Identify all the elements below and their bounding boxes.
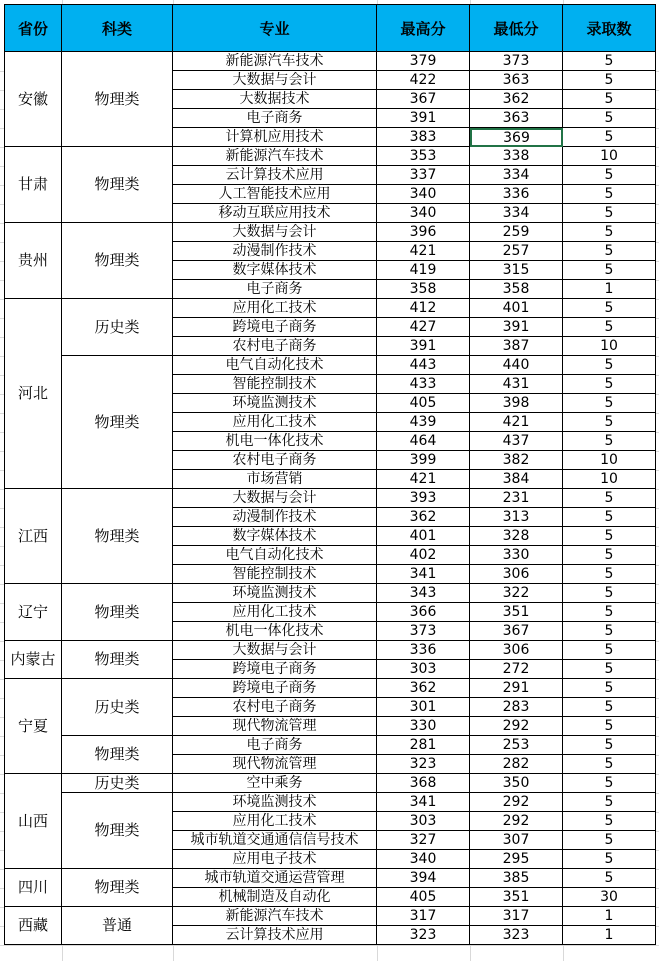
cell-category[interactable]: 物理类 bbox=[62, 147, 173, 223]
header-category[interactable]: 科类 bbox=[62, 4, 173, 52]
cell-category[interactable]: 物理类 bbox=[62, 641, 173, 679]
cell-category[interactable]: 物理类 bbox=[62, 489, 173, 584]
cell-min-score[interactable]: 282 bbox=[470, 755, 563, 774]
cell-min-score[interactable]: 363 bbox=[470, 109, 563, 128]
cell-category[interactable]: 历史类 bbox=[62, 299, 173, 356]
cell-major[interactable]: 新能源汽车技术 bbox=[173, 147, 377, 166]
cell-major[interactable]: 应用化工技术 bbox=[173, 603, 377, 622]
cell-min-score[interactable]: 334 bbox=[470, 204, 563, 223]
cell-max-score[interactable]: 427 bbox=[377, 318, 470, 337]
cell-major[interactable]: 电子商务 bbox=[173, 280, 377, 299]
cell-min-score[interactable]: 323 bbox=[470, 926, 563, 945]
cell-province[interactable]: 甘肃 bbox=[4, 147, 62, 223]
cell-province[interactable]: 安徽 bbox=[4, 52, 62, 147]
cell-min-score[interactable]: 295 bbox=[470, 850, 563, 869]
cell-major[interactable]: 电气自动化技术 bbox=[173, 356, 377, 375]
cell-min-score[interactable]: 358 bbox=[470, 280, 563, 299]
cell-max-score[interactable]: 340 bbox=[377, 204, 470, 223]
cell-min-score[interactable]: 385 bbox=[470, 869, 563, 888]
cell-major[interactable]: 现代物流管理 bbox=[173, 755, 377, 774]
cell-major[interactable]: 空中乘务 bbox=[173, 774, 377, 793]
cell-min-score[interactable]: 317 bbox=[470, 907, 563, 926]
cell-max-score[interactable]: 337 bbox=[377, 166, 470, 185]
cell-min-score[interactable]: 283 bbox=[470, 698, 563, 717]
cell-category[interactable]: 物理类 bbox=[62, 52, 173, 147]
cell-major[interactable]: 新能源汽车技术 bbox=[173, 907, 377, 926]
cell-admitted[interactable]: 5 bbox=[563, 356, 656, 375]
cell-min-score[interactable]: 338 bbox=[470, 147, 563, 166]
cell-admitted[interactable]: 5 bbox=[563, 242, 656, 261]
cell-min-score[interactable]: 330 bbox=[470, 546, 563, 565]
cell-min-score[interactable]: 336 bbox=[470, 185, 563, 204]
cell-max-score[interactable]: 421 bbox=[377, 470, 470, 489]
cell-max-score[interactable]: 421 bbox=[377, 242, 470, 261]
cell-admitted[interactable]: 10 bbox=[563, 147, 656, 166]
cell-min-score[interactable]: 382 bbox=[470, 451, 563, 470]
cell-admitted[interactable]: 5 bbox=[563, 204, 656, 223]
cell-admitted[interactable]: 5 bbox=[563, 109, 656, 128]
cell-admitted[interactable]: 5 bbox=[563, 261, 656, 280]
cell-max-score[interactable]: 317 bbox=[377, 907, 470, 926]
cell-category[interactable]: 物理类 bbox=[62, 584, 173, 641]
cell-province[interactable]: 四川 bbox=[4, 869, 62, 907]
cell-min-score[interactable]: 292 bbox=[470, 717, 563, 736]
cell-min-score[interactable]: 387 bbox=[470, 337, 563, 356]
cell-major[interactable]: 电子商务 bbox=[173, 109, 377, 128]
cell-province[interactable]: 江西 bbox=[4, 489, 62, 584]
cell-admitted[interactable]: 5 bbox=[563, 622, 656, 641]
cell-min-score[interactable]: 272 bbox=[470, 660, 563, 679]
cell-max-score[interactable]: 362 bbox=[377, 679, 470, 698]
cell-max-score[interactable]: 422 bbox=[377, 71, 470, 90]
cell-min-score[interactable]: 313 bbox=[470, 508, 563, 527]
cell-min-score[interactable]: 328 bbox=[470, 527, 563, 546]
cell-max-score[interactable]: 281 bbox=[377, 736, 470, 755]
cell-max-score[interactable]: 343 bbox=[377, 584, 470, 603]
cell-max-score[interactable]: 353 bbox=[377, 147, 470, 166]
cell-max-score[interactable]: 412 bbox=[377, 299, 470, 318]
cell-major[interactable]: 大数据与会计 bbox=[173, 223, 377, 242]
header-province[interactable]: 省份 bbox=[4, 4, 62, 52]
cell-admitted[interactable]: 5 bbox=[563, 546, 656, 565]
cell-max-score[interactable]: 362 bbox=[377, 508, 470, 527]
cell-max-score[interactable]: 464 bbox=[377, 432, 470, 451]
cell-max-score[interactable]: 327 bbox=[377, 831, 470, 850]
header-max-score[interactable]: 最高分 bbox=[377, 4, 470, 52]
cell-major[interactable]: 大数据与会计 bbox=[173, 489, 377, 508]
cell-admitted[interactable]: 5 bbox=[563, 679, 656, 698]
cell-admitted[interactable]: 5 bbox=[563, 660, 656, 679]
cell-province[interactable]: 河北 bbox=[4, 299, 62, 489]
cell-admitted[interactable]: 5 bbox=[563, 736, 656, 755]
cell-major[interactable]: 智能控制技术 bbox=[173, 565, 377, 584]
cell-admitted[interactable]: 5 bbox=[563, 71, 656, 90]
cell-category[interactable]: 普通 bbox=[62, 907, 173, 945]
cell-major[interactable]: 现代物流管理 bbox=[173, 717, 377, 736]
cell-admitted[interactable]: 1 bbox=[563, 280, 656, 299]
cell-province[interactable]: 宁夏 bbox=[4, 679, 62, 774]
cell-major[interactable]: 应用化工技术 bbox=[173, 299, 377, 318]
cell-admitted[interactable]: 10 bbox=[563, 451, 656, 470]
cell-category[interactable]: 物理类 bbox=[62, 793, 173, 869]
cell-min-score[interactable]: 306 bbox=[470, 565, 563, 584]
cell-major[interactable]: 电气自动化技术 bbox=[173, 546, 377, 565]
cell-max-score[interactable]: 405 bbox=[377, 394, 470, 413]
cell-major[interactable]: 电子商务 bbox=[173, 736, 377, 755]
cell-major[interactable]: 动漫制作技术 bbox=[173, 508, 377, 527]
cell-max-score[interactable]: 391 bbox=[377, 109, 470, 128]
cell-major[interactable]: 农村电子商务 bbox=[173, 451, 377, 470]
cell-major[interactable]: 跨境电子商务 bbox=[173, 660, 377, 679]
cell-min-score[interactable]: 431 bbox=[470, 375, 563, 394]
cell-major[interactable]: 智能控制技术 bbox=[173, 375, 377, 394]
cell-min-score[interactable]: 291 bbox=[470, 679, 563, 698]
cell-major[interactable]: 环境监测技术 bbox=[173, 394, 377, 413]
cell-max-score[interactable]: 393 bbox=[377, 489, 470, 508]
cell-admitted[interactable]: 5 bbox=[563, 128, 656, 147]
cell-admitted[interactable]: 5 bbox=[563, 603, 656, 622]
cell-min-score[interactable]: 306 bbox=[470, 641, 563, 660]
cell-max-score[interactable]: 366 bbox=[377, 603, 470, 622]
cell-admitted[interactable]: 5 bbox=[563, 755, 656, 774]
cell-max-score[interactable]: 358 bbox=[377, 280, 470, 299]
cell-max-score[interactable]: 340 bbox=[377, 185, 470, 204]
cell-major[interactable]: 数字媒体技术 bbox=[173, 527, 377, 546]
cell-max-score[interactable]: 401 bbox=[377, 527, 470, 546]
cell-min-score[interactable]: 292 bbox=[470, 812, 563, 831]
cell-min-score[interactable]: 421 bbox=[470, 413, 563, 432]
cell-admitted[interactable]: 1 bbox=[563, 926, 656, 945]
cell-major[interactable]: 机电一体化技术 bbox=[173, 432, 377, 451]
cell-max-score[interactable]: 419 bbox=[377, 261, 470, 280]
cell-admitted[interactable]: 5 bbox=[563, 185, 656, 204]
cell-max-score[interactable]: 336 bbox=[377, 641, 470, 660]
cell-max-score[interactable]: 301 bbox=[377, 698, 470, 717]
cell-max-score[interactable]: 367 bbox=[377, 90, 470, 109]
cell-min-score[interactable]: 322 bbox=[470, 584, 563, 603]
cell-max-score[interactable]: 443 bbox=[377, 356, 470, 375]
cell-admitted[interactable]: 5 bbox=[563, 508, 656, 527]
cell-major[interactable]: 机电一体化技术 bbox=[173, 622, 377, 641]
cell-admitted[interactable]: 5 bbox=[563, 698, 656, 717]
cell-admitted[interactable]: 10 bbox=[563, 470, 656, 489]
cell-category[interactable]: 历史类 bbox=[62, 774, 173, 793]
cell-max-score[interactable]: 396 bbox=[377, 223, 470, 242]
cell-admitted[interactable]: 5 bbox=[563, 299, 656, 318]
cell-max-score[interactable]: 323 bbox=[377, 755, 470, 774]
header-admitted[interactable]: 录取数 bbox=[563, 4, 656, 52]
cell-admitted[interactable]: 5 bbox=[563, 812, 656, 831]
cell-major[interactable]: 动漫制作技术 bbox=[173, 242, 377, 261]
cell-max-score[interactable]: 340 bbox=[377, 850, 470, 869]
cell-admitted[interactable]: 5 bbox=[563, 831, 656, 850]
cell-major[interactable]: 跨境电子商务 bbox=[173, 679, 377, 698]
cell-major[interactable]: 数字媒体技术 bbox=[173, 261, 377, 280]
cell-max-score[interactable]: 379 bbox=[377, 52, 470, 71]
cell-min-score[interactable]: 350 bbox=[470, 774, 563, 793]
cell-min-score[interactable]: 315 bbox=[470, 261, 563, 280]
cell-major[interactable]: 移动互联应用技术 bbox=[173, 204, 377, 223]
cell-max-score[interactable]: 383 bbox=[377, 128, 470, 147]
cell-admitted[interactable]: 5 bbox=[563, 489, 656, 508]
cell-min-score[interactable]: 307 bbox=[470, 831, 563, 850]
cell-admitted[interactable]: 5 bbox=[563, 318, 656, 337]
cell-max-score[interactable]: 399 bbox=[377, 451, 470, 470]
cell-max-score[interactable]: 303 bbox=[377, 812, 470, 831]
cell-major[interactable]: 大数据与会计 bbox=[173, 71, 377, 90]
cell-major[interactable]: 城市轨道交通运营管理 bbox=[173, 869, 377, 888]
cell-province[interactable]: 西藏 bbox=[4, 907, 62, 945]
cell-major[interactable]: 人工智能技术应用 bbox=[173, 185, 377, 204]
cell-admitted[interactable]: 5 bbox=[563, 90, 656, 109]
cell-major[interactable]: 农村电子商务 bbox=[173, 337, 377, 356]
cell-admitted[interactable]: 5 bbox=[563, 394, 656, 413]
cell-min-score[interactable]: 373 bbox=[470, 52, 563, 71]
cell-province[interactable]: 山西 bbox=[4, 774, 62, 869]
cell-min-score[interactable]: 391 bbox=[470, 318, 563, 337]
cell-admitted[interactable]: 30 bbox=[563, 888, 656, 907]
cell-max-score[interactable]: 330 bbox=[377, 717, 470, 736]
cell-min-score[interactable]: 363 bbox=[470, 71, 563, 90]
cell-major[interactable]: 跨境电子商务 bbox=[173, 318, 377, 337]
cell-admitted[interactable]: 5 bbox=[563, 223, 656, 242]
cell-admitted[interactable]: 5 bbox=[563, 850, 656, 869]
cell-admitted[interactable]: 5 bbox=[563, 869, 656, 888]
cell-max-score[interactable]: 373 bbox=[377, 622, 470, 641]
cell-category[interactable]: 物理类 bbox=[62, 736, 173, 774]
cell-min-score[interactable]: 362 bbox=[470, 90, 563, 109]
cell-admitted[interactable]: 5 bbox=[563, 527, 656, 546]
cell-max-score[interactable]: 341 bbox=[377, 793, 470, 812]
cell-admitted[interactable]: 10 bbox=[563, 337, 656, 356]
gridline bbox=[0, 945, 659, 946]
cell-admitted[interactable]: 5 bbox=[563, 793, 656, 812]
cell-admitted[interactable]: 5 bbox=[563, 413, 656, 432]
cell-category[interactable]: 物理类 bbox=[62, 223, 173, 299]
cell-max-score[interactable]: 391 bbox=[377, 337, 470, 356]
cell-max-score[interactable]: 405 bbox=[377, 888, 470, 907]
cell-admitted[interactable]: 1 bbox=[563, 907, 656, 926]
cell-min-score[interactable]: 367 bbox=[470, 622, 563, 641]
cell-max-score[interactable]: 402 bbox=[377, 546, 470, 565]
cell-admitted[interactable]: 5 bbox=[563, 774, 656, 793]
cell-min-score[interactable]: 384 bbox=[470, 470, 563, 489]
selected-cell[interactable]: 369 bbox=[470, 128, 563, 147]
cell-major[interactable]: 城市轨道交通通信信号技术 bbox=[173, 831, 377, 850]
cell-major[interactable]: 大数据与会计 bbox=[173, 641, 377, 660]
cell-major[interactable]: 农村电子商务 bbox=[173, 698, 377, 717]
cell-min-score[interactable]: 440 bbox=[470, 356, 563, 375]
cell-admitted[interactable]: 5 bbox=[563, 375, 656, 394]
cell-major[interactable]: 大数据技术 bbox=[173, 90, 377, 109]
header-major[interactable]: 专业 bbox=[173, 4, 377, 52]
cell-major[interactable]: 应用化工技术 bbox=[173, 812, 377, 831]
cell-category[interactable]: 物理类 bbox=[62, 869, 173, 907]
cell-max-score[interactable]: 323 bbox=[377, 926, 470, 945]
cell-min-score[interactable]: 334 bbox=[470, 166, 563, 185]
cell-min-score[interactable]: 437 bbox=[470, 432, 563, 451]
cell-major[interactable]: 环境监测技术 bbox=[173, 584, 377, 603]
cell-province[interactable]: 贵州 bbox=[4, 223, 62, 299]
cell-min-score[interactable]: 351 bbox=[470, 603, 563, 622]
cell-min-score[interactable]: 253 bbox=[470, 736, 563, 755]
cell-major[interactable]: 机械制造及自动化 bbox=[173, 888, 377, 907]
cell-max-score[interactable]: 341 bbox=[377, 565, 470, 584]
cell-min-score[interactable]: 292 bbox=[470, 793, 563, 812]
cell-category[interactable]: 物理类 bbox=[62, 356, 173, 489]
cell-province[interactable]: 内蒙古 bbox=[4, 641, 62, 679]
cell-min-score[interactable]: 351 bbox=[470, 888, 563, 907]
cell-min-score[interactable]: 257 bbox=[470, 242, 563, 261]
cell-admitted[interactable]: 5 bbox=[563, 641, 656, 660]
cell-major[interactable]: 市场营销 bbox=[173, 470, 377, 489]
cell-max-score[interactable]: 368 bbox=[377, 774, 470, 793]
header-min-score[interactable]: 最低分 bbox=[470, 4, 563, 52]
cell-admitted[interactable]: 5 bbox=[563, 565, 656, 584]
cell-max-score[interactable]: 439 bbox=[377, 413, 470, 432]
cell-admitted[interactable]: 5 bbox=[563, 717, 656, 736]
cell-min-score[interactable]: 398 bbox=[470, 394, 563, 413]
cell-major[interactable]: 云计算技术应用 bbox=[173, 166, 377, 185]
cell-max-score[interactable]: 433 bbox=[377, 375, 470, 394]
cell-category[interactable]: 历史类 bbox=[62, 679, 173, 736]
cell-major[interactable]: 应用电子技术 bbox=[173, 850, 377, 869]
cell-min-score[interactable]: 231 bbox=[470, 489, 563, 508]
cell-admitted[interactable]: 5 bbox=[563, 52, 656, 71]
cell-admitted[interactable]: 5 bbox=[563, 584, 656, 603]
cell-major[interactable]: 应用化工技术 bbox=[173, 413, 377, 432]
cell-major[interactable]: 环境监测技术 bbox=[173, 793, 377, 812]
cell-max-score[interactable]: 303 bbox=[377, 660, 470, 679]
cell-province[interactable]: 辽宁 bbox=[4, 584, 62, 641]
cell-major[interactable]: 计算机应用技术 bbox=[173, 128, 377, 147]
cell-max-score[interactable]: 394 bbox=[377, 869, 470, 888]
cell-min-score[interactable]: 401 bbox=[470, 299, 563, 318]
cell-major[interactable]: 新能源汽车技术 bbox=[173, 52, 377, 71]
cell-min-score[interactable]: 259 bbox=[470, 223, 563, 242]
cell-major[interactable]: 云计算技术应用 bbox=[173, 926, 377, 945]
cell-admitted[interactable]: 5 bbox=[563, 432, 656, 451]
cell-admitted[interactable]: 5 bbox=[563, 166, 656, 185]
